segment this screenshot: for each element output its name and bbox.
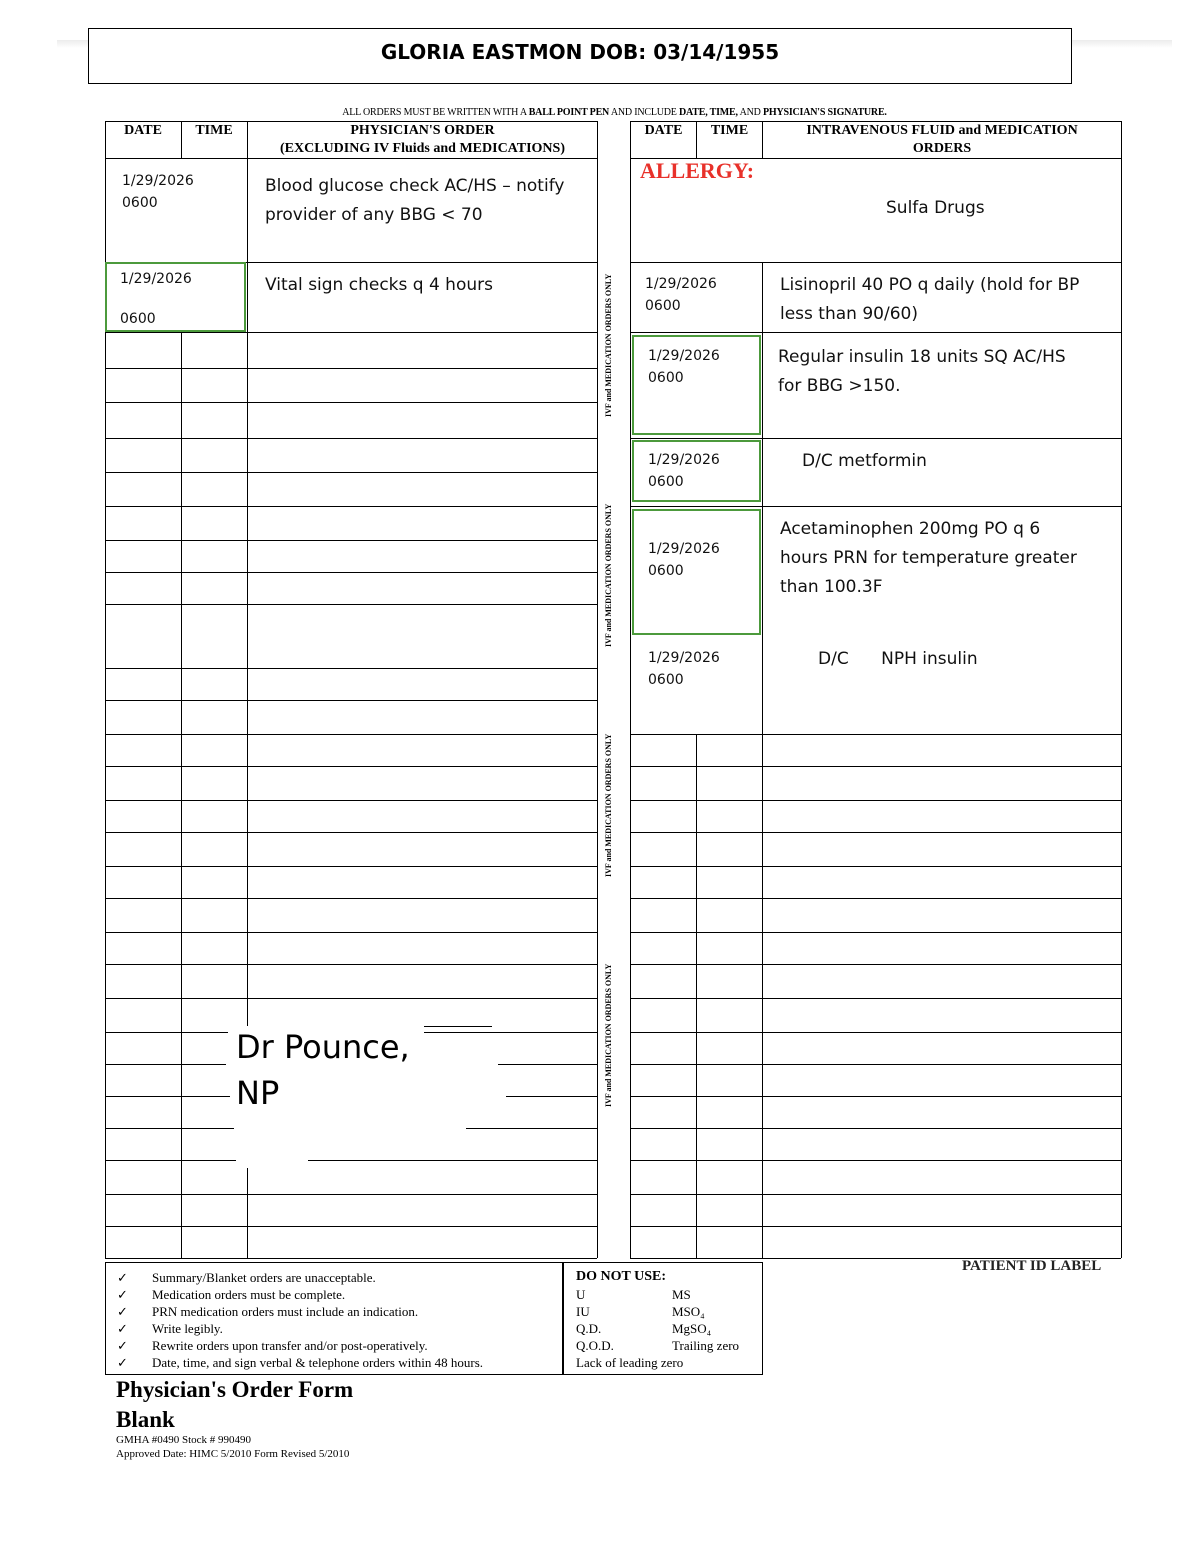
grid-line [630,1096,1121,1097]
check-mark-icon: ✓ [117,1304,128,1319]
med-order-1-time: 0600 [645,298,681,314]
grid-line [630,438,1121,439]
grid-line [105,604,597,605]
med-order-4-line2: hours PRN for temperature greater [780,548,1077,568]
grid-line [105,1258,597,1259]
physician-order-2-date: 1/29/2026 [120,271,192,287]
right-date-header: DATE [644,123,683,138]
physician-order-header-line2: (EXCLUDING IV Fluids and MEDICATIONS) [280,141,565,156]
grid-line [181,332,182,1258]
physician-order-header [248,122,597,158]
grid-line [105,402,597,403]
do-not-use-item: Trailing zero [672,1338,740,1353]
grid-line [762,262,763,1258]
instruction-bold-2: DATE, TIME, [678,107,738,118]
med-order-4-line3: than 100.3F [780,577,883,597]
med-order-1-text [780,271,1079,329]
grid-line [630,866,1121,867]
left-time-header: TIME [195,123,233,138]
patient-header: GLORIA EASTMON DOB: 03/14/1955 [380,40,780,64]
med-order-4-line1: Acetaminophen 200mg PO q 6 [780,519,1041,539]
do-not-use-item: MgSO₄ [672,1321,712,1336]
grid-line [630,964,1121,965]
grid-line [105,964,597,965]
med-order-3-text: D/C metformin [802,451,927,471]
grid-line [105,1226,597,1227]
signature-whiteout [236,1160,308,1168]
grid-line [630,998,1121,999]
med-order-2-line1: Regular insulin 18 units SQ AC/HS [778,347,1066,367]
grid-line [630,1128,1121,1129]
patient-id-label: PATIENT ID LABEL [962,1258,1102,1274]
form-title-line2: Blank [116,1407,175,1432]
grid-line [105,932,597,933]
signature-line2: NP [236,1074,280,1112]
grid-line [105,766,597,767]
do-not-use-item: U [576,1287,586,1302]
grid-line [105,572,597,573]
vertical-label-2: IVF and MEDICATION ORDERS ONLY [604,503,613,647]
physician-signature [236,1024,410,1116]
grid-line [630,832,1121,833]
check-mark-icon: ✓ [117,1270,128,1285]
allergy-label: ALLERGY: [640,158,755,183]
allergy-value: Sulfa Drugs [886,198,985,218]
physician-order-1-date: 1/29/2026 [122,173,194,189]
med-order-1-datetime [645,273,717,317]
grid-line [105,734,597,735]
check-mark-icon: ✓ [117,1321,128,1336]
rule-item: Rewrite orders upon transfer and/or post-operatively. [152,1338,428,1353]
signature-line1: Dr Pounce, [236,1028,410,1066]
grid-line [1121,121,1122,1258]
physician-order-1-line1: Blood glucose check AC/HS – notify [265,176,565,196]
grid-line [630,506,1121,507]
ivf-medication-header-line2: ORDERS [912,141,972,156]
grid-line [105,998,597,999]
do-not-use-item: MS [672,1287,691,1302]
med-order-5-text: D/C NPH insulin [818,649,978,669]
grid-line [630,800,1121,801]
grid-line [105,866,597,867]
med-order-4-date: 1/29/2026 [648,541,720,557]
check-mark-icon: ✓ [117,1287,128,1302]
med-order-5-time: 0600 [648,672,684,688]
grid-line [630,1226,1121,1227]
instruction-bold-1: BALL POINT PEN [528,107,610,118]
grid-line [105,700,597,701]
rule-item: Summary/Blanket orders are unacceptable. [152,1270,376,1285]
right-time-header: TIME [710,123,749,138]
do-not-use-item: Lack of leading zero [576,1355,684,1370]
form-title-line1: Physician's Order Form [116,1377,354,1402]
form-meta-line1: GMHA #0490 Stock # 990490 [116,1434,252,1446]
signature-line [424,1026,492,1028]
do-not-use-title: DO NOT USE: [576,1269,666,1284]
med-order-3-time: 0600 [648,474,684,490]
med-order-1-date: 1/29/2026 [645,276,717,292]
med-order-2-text [778,343,1066,401]
grid-line [105,1194,597,1195]
grid-line [630,332,1121,333]
physician-order-1-time: 0600 [122,195,158,211]
instruction-text-3: AND [737,107,763,118]
grid-line [105,540,597,541]
med-order-4-time: 0600 [648,563,684,579]
grid-line [105,832,597,833]
med-order-4-datetime [648,538,720,582]
pen-instruction [0,107,1200,118]
grid-line [630,898,1121,899]
vertical-label-3: IVF and MEDICATION ORDERS ONLY [604,733,613,877]
physician-order-2-time: 0600 [120,311,156,327]
grid-line [630,1194,1121,1195]
grid-line [105,506,597,507]
grid-line [630,932,1121,933]
grid-line [105,158,597,159]
med-order-2-line2: for BBG >150. [778,376,901,396]
vertical-label-1: IVF and MEDICATION ORDERS ONLY [604,273,613,417]
grid-line [630,1032,1121,1033]
rule-item: Write legibly. [152,1321,223,1336]
med-order-1-line1: Lisinopril 40 PO q daily (hold for BP [780,275,1080,295]
med-order-3-datetime [648,449,720,493]
ivf-medication-header-line1: INTRAVENOUS FLUID and MEDICATION [806,123,1078,138]
vertical-label-4: IVF and MEDICATION ORDERS ONLY [604,963,613,1107]
signature-whiteout [234,1128,466,1160]
rule-item: Date, time, and sign verbal & telephone orders within 48 hours. [152,1355,484,1370]
grid-line [696,734,697,1258]
physician-order-1-text [265,172,564,230]
rule-item: PRN medication orders must include an indication. [152,1304,419,1319]
grid-line [630,1160,1121,1161]
physician-order-1-line2: provider of any BBG < 70 [265,205,483,225]
med-order-2-time: 0600 [648,370,684,386]
physician-order-1-datetime [122,170,194,214]
form-title [116,1375,353,1435]
ivf-medication-header [763,122,1121,158]
do-not-use-right [672,1286,739,1354]
grid-line [630,1064,1121,1065]
grid-line [105,668,597,669]
grid-line [105,368,597,369]
grid-line [105,472,597,473]
grid-line [630,262,1121,263]
physician-order-2-text: Vital sign checks q 4 hours [265,275,493,295]
do-not-use-item: Q.D. [576,1321,602,1336]
do-not-use-item: Q.O.D. [576,1338,614,1353]
grid-line [105,800,597,801]
grid-line [105,438,597,439]
form-meta-line2: Approved Date: HIMC 5/2010 Form Revised 5/2010 [116,1448,350,1460]
grid-line [630,121,631,1258]
check-mark-icon: ✓ [117,1338,128,1353]
med-order-4-text [780,515,1077,602]
instruction-bold-3: PHYSICIAN'S SIGNATURE. [762,107,887,118]
check-mark-icon: ✓ [117,1355,128,1370]
left-date-header: DATE [124,123,162,138]
med-order-5-datetime [648,647,720,691]
do-not-use-item: MSO₄ [672,1304,705,1319]
rule-item: Medication orders must be complete. [152,1287,346,1302]
instruction-text-1: ALL ORDERS MUST BE WRITTEN WITH A [342,107,529,118]
med-order-2-date: 1/29/2026 [648,348,720,364]
grid-line [105,1160,597,1161]
grid-line [630,766,1121,767]
grid-line [105,332,597,333]
grid-line [105,898,597,899]
do-not-use-item: IU [576,1304,590,1319]
physician-order-header-line1: PHYSICIAN'S ORDER [350,123,495,138]
med-order-2-datetime [648,345,720,389]
med-order-1-line2: less than 90/60) [780,304,918,324]
med-order-3-date: 1/29/2026 [648,452,720,468]
do-not-use-left [576,1286,683,1371]
med-order-5-date: 1/29/2026 [648,650,720,666]
instruction-text-2: AND INCLUDE [609,107,679,118]
grid-line [630,734,1121,735]
grid-line [597,121,598,1258]
